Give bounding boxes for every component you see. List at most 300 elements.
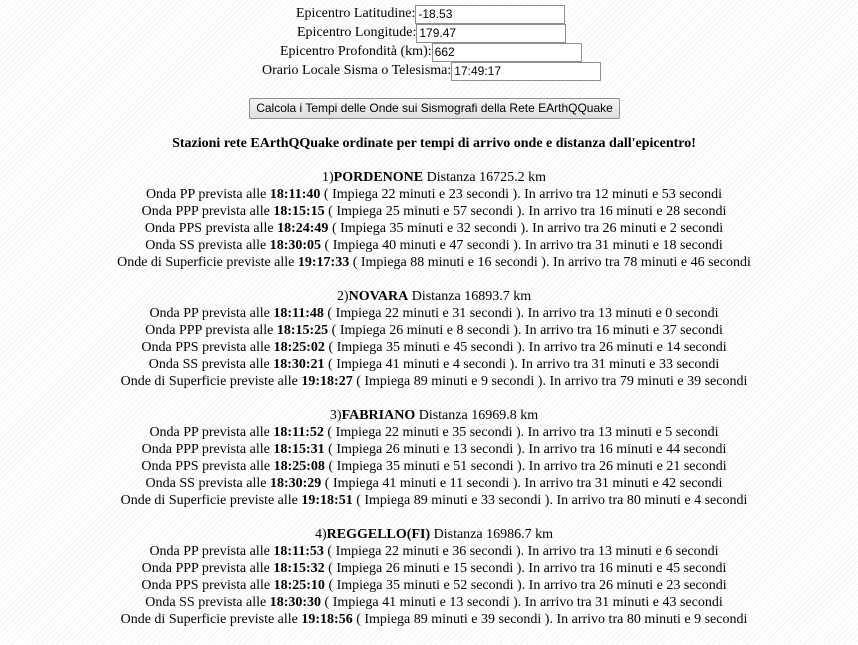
minutes-word: minuti e	[403, 357, 450, 372]
seconds-word: secondi	[466, 476, 510, 491]
seconds-word: secondi	[675, 425, 719, 440]
station-distance: 16893.7	[464, 289, 510, 304]
seconds-word: secondi	[470, 459, 514, 474]
impiega-text: ( Impiega	[324, 238, 379, 253]
arrival-seconds: 21	[666, 459, 681, 474]
arrival-minutes: 16	[598, 442, 613, 457]
wave-row	[0, 373, 858, 390]
distance-unit: km	[513, 289, 532, 304]
impiega-text: ( Impiega	[328, 442, 383, 457]
minutes-word: minuti e	[403, 459, 450, 474]
arrival-text: ). In arrivo tra	[516, 204, 596, 219]
arrival-minutes: 26	[602, 221, 617, 236]
wave-label: Onda PPP prevista alle	[141, 561, 270, 576]
arrival-text: ). In arrivo tra	[544, 612, 624, 627]
travel-minutes: 89	[413, 493, 428, 508]
impiega-text: ( Impiega	[328, 561, 383, 576]
travel-seconds: 52	[453, 578, 468, 593]
impiega-text: ( Impiega	[323, 187, 378, 202]
travel-seconds: 31	[452, 306, 467, 321]
distance-label: Distanza	[426, 170, 476, 185]
arrival-seconds: 2	[669, 221, 677, 236]
wave-row	[0, 237, 858, 254]
station-distance: 16725.2	[479, 170, 525, 185]
travel-seconds: 4	[452, 357, 460, 372]
arrival-seconds: 18	[662, 238, 677, 253]
minutes-word: minuti e	[403, 578, 450, 593]
wave-time: 18:24:49	[277, 221, 329, 236]
arrival-minutes: 16	[595, 323, 610, 338]
travel-minutes: 89	[413, 374, 428, 389]
minutes-word: minuti e	[609, 357, 656, 372]
seconds-word: secondi	[683, 459, 727, 474]
arrival-text: ). In arrivo tra	[517, 340, 596, 355]
travel-seconds: 9	[481, 374, 489, 389]
station-block	[0, 169, 858, 271]
seconds-word: secondi	[463, 357, 507, 372]
travel-seconds: 15	[452, 561, 467, 576]
arrival-text: ). In arrivo tra	[516, 442, 596, 457]
travel-minutes: 26	[389, 323, 404, 338]
wave-label: Onda PPS prevista alle	[141, 459, 271, 474]
seconds-word: secondi	[466, 323, 510, 338]
depth-label: Epicentro Profondità (km):	[280, 44, 432, 59]
travel-seconds: 13	[452, 442, 467, 457]
wave-time: 18:15:31	[273, 442, 325, 457]
arrival-text: ). In arrivo tra	[513, 595, 592, 610]
wave-label: Onda SS prevista alle	[145, 595, 267, 610]
station-block	[0, 407, 858, 509]
seconds-word: secondi	[466, 187, 509, 202]
minutes-word: minuti e	[612, 476, 659, 491]
arrival-minutes: 80	[626, 612, 641, 627]
travel-minutes: 41	[382, 476, 397, 491]
wave-time: 19:18:56	[301, 612, 353, 627]
travel-minutes: 22	[384, 425, 399, 440]
wave-label: Onda SS prevista alle	[148, 357, 270, 372]
travel-seconds: 32	[456, 221, 471, 236]
seconds-word: secondi	[470, 204, 514, 219]
arrival-text: ). In arrivo tra	[515, 306, 595, 321]
distance-unit: km	[528, 170, 546, 185]
minutes-word: minuti e	[616, 578, 663, 593]
impiega-text: ( Impiega	[331, 221, 386, 236]
minutes-word: minuti e	[616, 442, 663, 457]
wave-time: 18:11:53	[273, 544, 324, 559]
arrival-text: ). In arrivo tra	[517, 459, 596, 474]
longitude-label: Epicentro Longitude:	[297, 25, 417, 40]
seconds-word: secondi	[680, 221, 724, 236]
impiega-text: ( Impiega	[327, 544, 382, 559]
page-heading: Stazioni rete EArthQQuake ordinate per tempi di arrivo onde e distanza dall'epicentro!	[172, 136, 696, 151]
calculate-button[interactable]: Calcola i Tempi delle Onde sui Sismografi della Rete EArthQQuake	[249, 98, 620, 119]
arrival-text: ). In arrivo tra	[537, 374, 617, 389]
distance-unit: km	[520, 408, 539, 423]
arrival-minutes: 26	[599, 578, 614, 593]
wave-time: 18:15:15	[273, 204, 325, 219]
arrival-minutes: 13	[598, 425, 613, 440]
arrival-seconds: 0	[665, 306, 673, 321]
wave-time: 18:30:29	[269, 476, 322, 491]
arrival-text: ). In arrivo tra	[515, 425, 595, 440]
station-index: 2)	[336, 289, 349, 304]
wave-row	[0, 305, 858, 322]
arrival-text: ). In arrivo tra	[509, 357, 589, 372]
wave-time: 18:25:08	[273, 459, 325, 474]
wave-time: 18:30:30	[269, 595, 322, 610]
latitude-label: Epicentro Latitudine:	[296, 6, 416, 21]
arrival-text: ). In arrivo tra	[544, 493, 624, 508]
seconds-word: secondi	[708, 255, 751, 270]
minutes-word: minuti e	[616, 204, 663, 219]
wave-row	[0, 322, 858, 339]
impiega-text: ( Impiega	[328, 578, 383, 593]
arrival-seconds: 45	[666, 561, 681, 576]
wave-row	[0, 611, 858, 628]
arrival-seconds: 6	[665, 544, 673, 559]
seconds-word: secondi	[470, 561, 514, 576]
travel-minutes: 40	[382, 238, 397, 253]
wave-row	[0, 356, 858, 373]
depth-row	[280, 43, 582, 62]
minutes-word: minuti e	[399, 238, 446, 253]
seconds-word: secondi	[491, 374, 535, 389]
wave-label: Onda PP prevista alle	[145, 187, 267, 202]
minutes-word: minuti e	[616, 561, 663, 576]
arrival-minutes: 16	[598, 204, 613, 219]
wave-label: Onda PP prevista alle	[149, 544, 270, 559]
travel-seconds: 23	[448, 187, 463, 202]
wave-time: 18:15:32	[273, 561, 325, 576]
wave-label: Onda PPS prevista alle	[141, 578, 271, 593]
minutes-word: minuti e	[431, 493, 478, 508]
minutes-word: minuti e	[615, 425, 662, 440]
seconds-word: secondi	[466, 595, 510, 610]
impiega-text: ( Impiega	[324, 476, 379, 491]
seconds-word: secondi	[469, 425, 513, 440]
impiega-text: ( Impiega	[352, 255, 407, 270]
wave-row	[0, 492, 858, 509]
travel-seconds: 16	[477, 255, 492, 270]
arrival-minutes: 31	[591, 357, 606, 372]
seconds-word: secondi	[680, 323, 723, 338]
minutes-word: minuti e	[644, 612, 691, 627]
wave-row	[0, 594, 858, 611]
travel-minutes: 26	[385, 442, 400, 457]
seconds-word: secondi	[683, 340, 727, 355]
minutes-word: minuti e	[398, 187, 446, 202]
arrival-text: ). In arrivo tra	[512, 187, 592, 202]
time-row	[262, 62, 601, 81]
travel-minutes: 26	[385, 561, 400, 576]
distance-unit: km	[535, 527, 553, 542]
arrival-seconds: 53	[661, 187, 676, 202]
seconds-word: secondi	[683, 204, 727, 219]
travel-seconds: 8	[456, 323, 464, 338]
station-header	[0, 526, 858, 543]
seconds-word: secondi	[470, 578, 514, 593]
minutes-word: minuti e	[612, 323, 660, 338]
wave-row	[0, 577, 858, 594]
impiega-text: ( Impiega	[327, 306, 382, 321]
travel-minutes: 88	[410, 255, 425, 270]
distance-label: Distanza	[411, 289, 461, 304]
arrival-minutes: 78	[623, 255, 638, 270]
wave-label: Onda PPP prevista alle	[145, 323, 274, 338]
arrival-minutes: 13	[598, 306, 613, 321]
travel-minutes: 22	[384, 306, 399, 321]
wave-row	[0, 186, 858, 203]
station-index: 1)	[322, 170, 334, 185]
arrival-minutes: 26	[599, 340, 614, 355]
arrival-minutes: 79	[619, 374, 634, 389]
wave-time: 19:17:33	[297, 255, 350, 270]
station-name: NOVARA	[348, 289, 409, 304]
arrival-minutes: 80	[626, 493, 641, 508]
wave-label: Onda PPS prevista alle	[144, 221, 274, 236]
minutes-word: minuti e	[402, 425, 449, 440]
wave-time: 18:11:52	[273, 425, 324, 440]
arrival-minutes: 31	[594, 476, 609, 491]
arrival-seconds: 44	[666, 442, 681, 457]
station-distance: 16986.7	[486, 527, 532, 542]
impiega-text: ( Impiega	[328, 340, 383, 355]
travel-minutes: 41	[382, 595, 397, 610]
arrival-text: ). In arrivo tra	[517, 578, 596, 593]
travel-minutes: 35	[389, 221, 404, 236]
minutes-word: minuti e	[427, 255, 475, 270]
minutes-word: minuti e	[615, 306, 662, 321]
wave-row	[0, 475, 858, 492]
longitude-row	[297, 24, 566, 43]
seconds-word: secondi	[495, 255, 538, 270]
travel-seconds: 11	[449, 476, 464, 491]
minutes-word: minuti e	[403, 204, 450, 219]
arrival-seconds: 5	[665, 425, 673, 440]
seconds-word: secondi	[498, 612, 542, 627]
minutes-word: minuti e	[616, 459, 663, 474]
station-distance: 16969.8	[471, 408, 517, 423]
arrival-minutes: 12	[594, 187, 609, 202]
station-block	[0, 288, 858, 390]
time-input[interactable]: 17:49:17	[451, 62, 601, 81]
arrival-seconds: 33	[658, 357, 673, 372]
arrival-seconds: 9	[694, 612, 702, 627]
minutes-word: minuti e	[640, 255, 688, 270]
arrival-seconds: 43	[662, 595, 677, 610]
minutes-word: minuti e	[637, 374, 684, 389]
station-index: 4)	[314, 527, 327, 542]
travel-seconds: 33	[481, 493, 496, 508]
impiega-text: ( Impiega	[327, 425, 382, 440]
station-header	[0, 169, 858, 186]
seconds-word: secondi	[679, 238, 723, 253]
wave-row	[0, 220, 858, 237]
arrival-text: ). In arrivo tra	[512, 476, 592, 491]
arrival-minutes: 26	[599, 459, 614, 474]
travel-minutes: 35	[385, 340, 400, 355]
wave-row	[0, 458, 858, 475]
seconds-word: secondi	[704, 374, 748, 389]
seconds-word: secondi	[704, 612, 748, 627]
distance-label: Distanza	[433, 527, 483, 542]
minutes-word: minuti e	[403, 442, 450, 457]
station-header	[0, 288, 858, 305]
wave-label: Onde di Superficie previste alle	[117, 255, 295, 270]
minutes-word: minuti e	[616, 340, 663, 355]
wave-label: Onda PP prevista alle	[149, 425, 270, 440]
arrival-text: ). In arrivo tra	[520, 221, 600, 236]
stations-list	[0, 169, 858, 645]
minutes-word: minuti e	[612, 187, 659, 202]
travel-seconds: 39	[481, 612, 496, 627]
minutes-word: minuti e	[403, 561, 450, 576]
time-label: Orario Locale Sisma o Telesisma:	[262, 63, 452, 78]
travel-seconds: 45	[453, 340, 468, 355]
wave-time: 18:25:02	[273, 340, 325, 355]
arrival-text: ). In arrivo tra	[516, 561, 596, 576]
minutes-word: minuti e	[612, 238, 659, 253]
wave-time: 18:25:10	[273, 578, 325, 593]
station-header	[0, 407, 858, 424]
wave-label: Onde di Superficie previste alle	[120, 612, 298, 627]
arrival-seconds: 14	[666, 340, 681, 355]
seconds-word: secondi	[679, 476, 723, 491]
seconds-word: secondi	[704, 493, 748, 508]
travel-minutes: 89	[413, 612, 428, 627]
wave-label: Onde di Superficie previste alle	[120, 374, 298, 389]
arrival-text: ). In arrivo tra	[541, 255, 620, 270]
wave-time: 19:18:51	[301, 493, 353, 508]
minutes-word: minuti e	[406, 221, 454, 236]
arrival-seconds: 23	[666, 578, 681, 593]
minutes-word: minuti e	[431, 612, 478, 627]
travel-seconds: 57	[452, 204, 467, 219]
seconds-word: secondi	[498, 493, 542, 508]
wave-row	[0, 441, 858, 458]
seconds-word: secondi	[679, 187, 723, 202]
wave-label: Onda PPP prevista alle	[141, 204, 270, 219]
wave-time: 18:15:25	[276, 323, 329, 338]
latitude-row	[296, 5, 565, 24]
arrival-seconds: 28	[666, 204, 681, 219]
impiega-text: ( Impiega	[324, 595, 379, 610]
station-name: FABRIANO	[341, 408, 416, 423]
minutes-word: minuti e	[403, 340, 450, 355]
minutes-word: minuti e	[402, 306, 449, 321]
minutes-word: minuti e	[644, 493, 691, 508]
arrival-minutes: 31	[595, 595, 610, 610]
wave-label: Onde di Superficie previste alle	[120, 493, 298, 508]
latitude-input[interactable]: -18.53	[415, 5, 565, 24]
travel-minutes: 41	[385, 357, 400, 372]
minutes-word: minuti e	[399, 476, 447, 491]
minutes-word: minuti e	[399, 595, 446, 610]
seconds-word: secondi	[683, 442, 727, 457]
travel-minutes: 35	[385, 459, 400, 474]
station-index: 3)	[329, 408, 342, 423]
wave-row	[0, 254, 858, 271]
wave-label: Onda PPS prevista alle	[141, 340, 271, 355]
seconds-word: secondi	[470, 442, 514, 457]
arrival-minutes: 16	[598, 561, 613, 576]
station-name: PORDENONE	[333, 170, 424, 185]
wave-label: Onda SS prevista alle	[145, 238, 267, 253]
wave-time: 18:11:40	[269, 187, 321, 202]
seconds-word: secondi	[675, 306, 719, 321]
wave-time: 18:30:05	[269, 238, 322, 253]
minutes-word: minuti e	[612, 595, 659, 610]
arrival-text: ). In arrivo tra	[515, 544, 595, 559]
travel-minutes: 25	[385, 204, 400, 219]
distance-label: Distanza	[418, 408, 468, 423]
wave-label: Onda PPP prevista alle	[141, 442, 270, 457]
travel-minutes: 22	[381, 187, 396, 202]
wave-row	[0, 203, 858, 220]
impiega-text: ( Impiega	[328, 459, 383, 474]
seconds-word: secondi	[675, 544, 719, 559]
wave-time: 18:11:48	[273, 306, 324, 321]
seconds-word: secondi	[469, 544, 513, 559]
seconds-word: secondi	[470, 340, 514, 355]
travel-seconds: 47	[449, 238, 464, 253]
impiega-text: ( Impiega	[356, 493, 411, 508]
arrival-minutes: 31	[595, 238, 610, 253]
arrival-minutes: 13	[598, 544, 613, 559]
seconds-word: secondi	[683, 561, 727, 576]
seconds-word: secondi	[466, 238, 510, 253]
minutes-word: minuti e	[615, 544, 662, 559]
minutes-word: minuti e	[431, 374, 478, 389]
arrival-seconds: 46	[690, 255, 705, 270]
wave-label: Onda SS prevista alle	[145, 476, 267, 491]
travel-seconds: 13	[449, 595, 464, 610]
seconds-word: secondi	[683, 578, 727, 593]
impiega-text: ( Impiega	[331, 323, 386, 338]
arrival-seconds: 42	[662, 476, 677, 491]
wave-time: 19:18:27	[301, 374, 353, 389]
station-name: REGGELLO(FI)	[326, 527, 431, 542]
arrival-seconds: 37	[662, 323, 677, 338]
longitude-input[interactable]: 179.47	[416, 24, 566, 43]
arrival-seconds: 4	[694, 493, 702, 508]
impiega-text: ( Impiega	[356, 612, 411, 627]
travel-minutes: 35	[385, 578, 400, 593]
minutes-word: minuti e	[406, 323, 453, 338]
depth-input[interactable]: 662	[432, 43, 582, 62]
minutes-word: minuti e	[402, 544, 449, 559]
arrival-text: ). In arrivo tra	[513, 323, 592, 338]
arrival-text: ). In arrivo tra	[513, 238, 592, 253]
seconds-word: secondi	[474, 221, 518, 236]
impiega-text: ( Impiega	[328, 204, 383, 219]
seconds-word: secondi	[676, 357, 720, 372]
wave-label: Onda PP prevista alle	[149, 306, 270, 321]
travel-minutes: 22	[384, 544, 399, 559]
seconds-word: secondi	[679, 595, 723, 610]
minutes-word: minuti e	[620, 221, 667, 236]
travel-seconds: 51	[453, 459, 468, 474]
wave-time: 18:30:21	[273, 357, 325, 372]
station-block	[0, 526, 858, 628]
wave-row	[0, 543, 858, 560]
impiega-text: ( Impiega	[328, 357, 383, 372]
seconds-word: secondi	[469, 306, 513, 321]
impiega-text: ( Impiega	[356, 374, 411, 389]
wave-row	[0, 339, 858, 356]
wave-row	[0, 560, 858, 577]
travel-seconds: 35	[452, 425, 467, 440]
